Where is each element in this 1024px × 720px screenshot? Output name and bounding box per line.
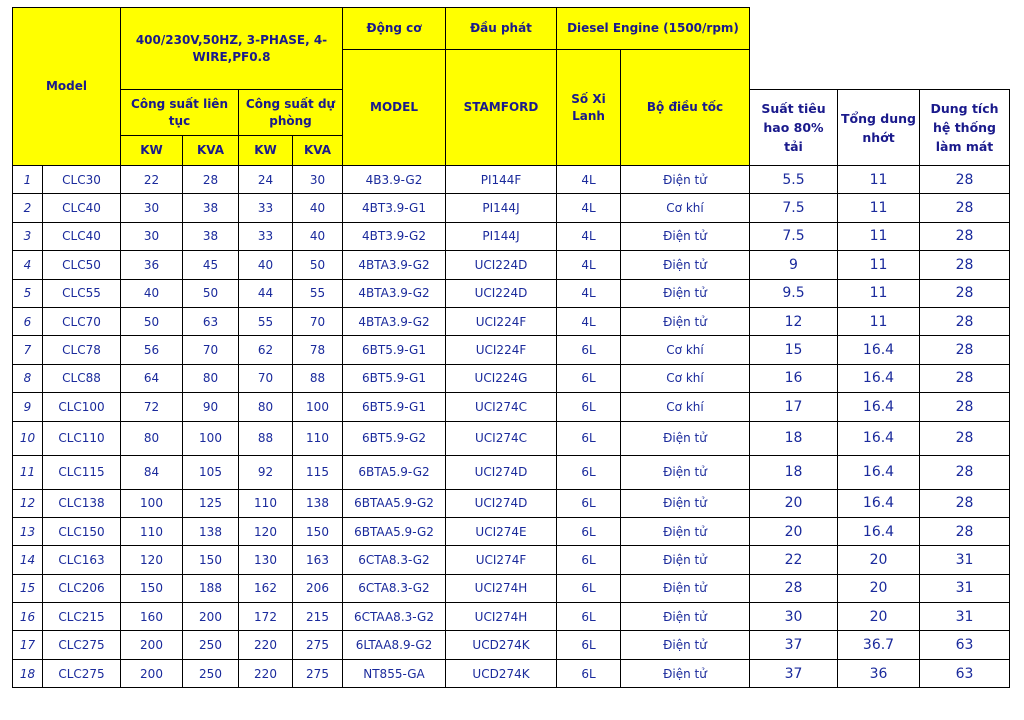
row-number-cell: 1: [13, 166, 43, 194]
governor-cell: Điện tử: [621, 517, 750, 545]
model-cell: CLC88: [43, 364, 121, 392]
model-cell: CLC110: [43, 421, 121, 455]
engine-model-cell: 6BT5.9-G2: [343, 421, 446, 455]
engine-model-cell: 6BT5.9-G1: [343, 364, 446, 392]
governor-cell: Điện tử: [621, 307, 750, 335]
governor-cell: Điện tử: [621, 421, 750, 455]
cylinders-cell: 6L: [557, 631, 621, 659]
standby-kva-cell: 275: [293, 631, 343, 659]
standby-kva-cell: 115: [293, 455, 343, 489]
table-row: [13, 603, 1010, 631]
row-number-cell: 5: [13, 279, 43, 307]
fuel-consumption-cell: 5.5: [750, 166, 838, 194]
model-cell: CLC275: [43, 659, 121, 687]
engine-model-cell: 6CTA8.3-G2: [343, 574, 446, 602]
cylinders-cell: 4L: [557, 251, 621, 279]
engine-model-cell: 6BT5.9-G1: [343, 393, 446, 421]
prime-kw-cell: 160: [121, 603, 183, 631]
governor-cell: Cơ khí: [621, 393, 750, 421]
table-row: [13, 251, 1010, 279]
standby-kva-cell: 88: [293, 364, 343, 392]
prime-kva-cell: 105: [183, 455, 239, 489]
prime-kw-cell: 84: [121, 455, 183, 489]
prime-kw-cell: 64: [121, 364, 183, 392]
table-row: [13, 279, 1010, 307]
coolant-capacity-cell: 63: [920, 631, 1010, 659]
cylinders-cell: 6L: [557, 574, 621, 602]
standby-kw-cell: 220: [239, 631, 293, 659]
cylinders-header: Số Xi Lanh: [557, 50, 621, 166]
governor-cell: Điện tử: [621, 631, 750, 659]
row-number-cell: 3: [13, 222, 43, 250]
alternator-brand-header: STAMFORD: [446, 50, 557, 166]
oil-capacity-cell: 36.7: [838, 631, 920, 659]
standby-kw-cell: 220: [239, 659, 293, 687]
row-number-cell: 13: [13, 517, 43, 545]
generator-spec-table: [12, 7, 1010, 688]
governor-cell: Điện tử: [621, 574, 750, 602]
standby-kw-cell: 70: [239, 364, 293, 392]
alternator-cell: UCI224D: [446, 251, 557, 279]
governor-cell: Cơ khí: [621, 336, 750, 364]
standby-kw-cell: 88: [239, 421, 293, 455]
row-number-cell: 6: [13, 307, 43, 335]
oil-capacity-cell: 11: [838, 166, 920, 194]
model-cell: CLC40: [43, 194, 121, 222]
coolant-capacity-cell: 28: [920, 279, 1010, 307]
row-number-cell: 8: [13, 364, 43, 392]
fuel-consumption-cell: 20: [750, 517, 838, 545]
standby-kva-cell: 78: [293, 336, 343, 364]
prime-kva-cell: 250: [183, 631, 239, 659]
governor-cell: Điện tử: [621, 251, 750, 279]
cylinders-cell: 4L: [557, 194, 621, 222]
cylinders-cell: 4L: [557, 279, 621, 307]
standby-kw-cell: 120: [239, 517, 293, 545]
oil-capacity-cell: 16.4: [838, 336, 920, 364]
coolant-capacity-cell: 28: [920, 194, 1010, 222]
prime-kw-cell: 200: [121, 631, 183, 659]
alternator-cell: PI144J: [446, 222, 557, 250]
row-number-cell: 9: [13, 393, 43, 421]
model-cell: CLC50: [43, 251, 121, 279]
prime-kw-cell: 50: [121, 307, 183, 335]
table-row: [13, 574, 1010, 602]
governor-cell: Điện tử: [621, 659, 750, 687]
table-row: [13, 194, 1010, 222]
prime-kva-cell: 250: [183, 659, 239, 687]
alternator-cell: UCI274D: [446, 455, 557, 489]
oil-capacity-cell: 16.4: [838, 364, 920, 392]
prime-kva-cell: 200: [183, 603, 239, 631]
fuel-consumption-cell: 15: [750, 336, 838, 364]
oil-capacity-cell: 16.4: [838, 421, 920, 455]
governor-cell: Cơ khí: [621, 194, 750, 222]
fuel-consumption-cell: 16: [750, 364, 838, 392]
cylinders-cell: 6L: [557, 517, 621, 545]
standby-kw-cell: 24: [239, 166, 293, 194]
prime-kva-cell: 188: [183, 574, 239, 602]
cylinders-cell: 4L: [557, 222, 621, 250]
standby-power-header: Công suất dự phòng: [239, 90, 343, 136]
fuel-consumption-cell: 7.5: [750, 222, 838, 250]
oil-capacity-cell: 16.4: [838, 489, 920, 517]
governor-cell: Điện tử: [621, 455, 750, 489]
coolant-capacity-cell: 63: [920, 659, 1010, 687]
model-cell: CLC55: [43, 279, 121, 307]
cylinders-cell: 6L: [557, 421, 621, 455]
prime-kva-cell: 138: [183, 517, 239, 545]
governor-cell: Điện tử: [621, 222, 750, 250]
table-row: [13, 336, 1010, 364]
model-cell: CLC150: [43, 517, 121, 545]
oil-capacity-cell: 16.4: [838, 455, 920, 489]
coolant-capacity-cell: 31: [920, 603, 1010, 631]
table-row: [13, 364, 1010, 392]
model-header: Model: [13, 8, 121, 166]
prime-kw-cell: 80: [121, 421, 183, 455]
prime-kva-cell: 70: [183, 336, 239, 364]
coolant-capacity-cell: 28: [920, 307, 1010, 335]
standby-kw-cell: 80: [239, 393, 293, 421]
standby-kva-cell: 215: [293, 603, 343, 631]
prime-kw-cell: 110: [121, 517, 183, 545]
cylinders-cell: 6L: [557, 364, 621, 392]
oil-capacity-cell: 11: [838, 222, 920, 250]
oil-capacity-cell: 16.4: [838, 393, 920, 421]
row-number-cell: 17: [13, 631, 43, 659]
alternator-cell: UCI224F: [446, 307, 557, 335]
prime-kva-cell: 38: [183, 222, 239, 250]
prime-kw-cell: 200: [121, 659, 183, 687]
coolant-capacity-cell: 28: [920, 489, 1010, 517]
coolant-capacity-cell: 28: [920, 517, 1010, 545]
standby-kw-cell: 33: [239, 222, 293, 250]
fuel-consumption-cell: 9.5: [750, 279, 838, 307]
table-row: [13, 659, 1010, 687]
row-number-cell: 18: [13, 659, 43, 687]
cylinders-cell: 4L: [557, 166, 621, 194]
table-row: [13, 489, 1010, 517]
model-cell: CLC70: [43, 307, 121, 335]
prime-kw-cell: 40: [121, 279, 183, 307]
prime-kw-cell: 36: [121, 251, 183, 279]
continuous-power-header: Công suất liên tục: [121, 90, 239, 136]
model-cell: CLC163: [43, 546, 121, 574]
governor-cell: Điện tử: [621, 166, 750, 194]
oil-capacity-cell: 20: [838, 603, 920, 631]
prime-kva-cell: 38: [183, 194, 239, 222]
prime-kva-cell: 28: [183, 166, 239, 194]
oil-capacity-cell: 36: [838, 659, 920, 687]
coolant-capacity-cell: 28: [920, 393, 1010, 421]
engine-model-cell: 4BTA3.9-G2: [343, 307, 446, 335]
alternator-cell: UCI224F: [446, 336, 557, 364]
alternator-cell: UCI274D: [446, 489, 557, 517]
alternator-header: Đầu phát: [446, 8, 557, 50]
row-number-cell: 15: [13, 574, 43, 602]
fuel-consumption-cell: 20: [750, 489, 838, 517]
alternator-cell: UCI274H: [446, 574, 557, 602]
oil-capacity-cell: 16.4: [838, 517, 920, 545]
coolant-capacity-cell: 28: [920, 166, 1010, 194]
alternator-cell: UCI224D: [446, 279, 557, 307]
standby-kva-cell: 50: [293, 251, 343, 279]
row-number-cell: 10: [13, 421, 43, 455]
standby-kw-header: KW: [239, 136, 293, 166]
prime-kva-cell: 125: [183, 489, 239, 517]
row-number-cell: 7: [13, 336, 43, 364]
standby-kva-cell: 30: [293, 166, 343, 194]
alternator-cell: PI144F: [446, 166, 557, 194]
prime-kw-cell: 22: [121, 166, 183, 194]
prime-kva-cell: 63: [183, 307, 239, 335]
oil-capacity-cell: 11: [838, 307, 920, 335]
power-group-header: 400/230V,50HZ, 3-PHASE, 4-WIRE,PF0.8: [121, 8, 343, 90]
alternator-cell: PI144J: [446, 194, 557, 222]
coolant-capacity-cell: 28: [920, 336, 1010, 364]
engine-model-cell: 6BTA5.9-G2: [343, 455, 446, 489]
prime-kva-cell: 45: [183, 251, 239, 279]
row-number-cell: 11: [13, 455, 43, 489]
model-cell: CLC100: [43, 393, 121, 421]
standby-kva-cell: 110: [293, 421, 343, 455]
oil-capacity-cell: 20: [838, 546, 920, 574]
oil-capacity-cell: 20: [838, 574, 920, 602]
coolant-capacity-cell: 28: [920, 421, 1010, 455]
cylinders-cell: 6L: [557, 659, 621, 687]
standby-kva-cell: 100: [293, 393, 343, 421]
prime-kw-cell: 56: [121, 336, 183, 364]
prime-kva-cell: 90: [183, 393, 239, 421]
engine-model-cell: 6BT5.9-G1: [343, 336, 446, 364]
standby-kw-cell: 92: [239, 455, 293, 489]
cylinders-cell: 4L: [557, 307, 621, 335]
table-row: [13, 393, 1010, 421]
cylinders-cell: 6L: [557, 455, 621, 489]
coolant-capacity-cell: 28: [920, 364, 1010, 392]
oil-capacity-cell: 11: [838, 251, 920, 279]
standby-kw-cell: 62: [239, 336, 293, 364]
model-cell: CLC275: [43, 631, 121, 659]
engine-model-cell: 4BT3.9-G1: [343, 194, 446, 222]
coolant-capacity-cell: 28: [920, 251, 1010, 279]
cylinders-cell: 6L: [557, 393, 621, 421]
fuel-consumption-cell: 22: [750, 546, 838, 574]
prime-kva-cell: 80: [183, 364, 239, 392]
table-row: [13, 307, 1010, 335]
governor-cell: Điện tử: [621, 603, 750, 631]
fuel-consumption-cell: 28: [750, 574, 838, 602]
table-row: [13, 222, 1010, 250]
table-row: [13, 546, 1010, 574]
model-cell: CLC30: [43, 166, 121, 194]
table-body: [13, 166, 1010, 688]
engine-model-cell: 4BTA3.9-G2: [343, 279, 446, 307]
coolant-capacity-cell: 28: [920, 222, 1010, 250]
engine-model-cell: 6CTA8.3-G2: [343, 546, 446, 574]
standby-kva-cell: 138: [293, 489, 343, 517]
model-cell: CLC206: [43, 574, 121, 602]
standby-kw-cell: 44: [239, 279, 293, 307]
row-number-cell: 2: [13, 194, 43, 222]
engine-model-cell: 4BTA3.9-G2: [343, 251, 446, 279]
alternator-cell: UCD274K: [446, 631, 557, 659]
engine-model-cell: NT855-GA: [343, 659, 446, 687]
standby-kva-cell: 40: [293, 194, 343, 222]
standby-kva-header: KVA: [293, 136, 343, 166]
governor-cell: Điện tử: [621, 489, 750, 517]
model-cell: CLC215: [43, 603, 121, 631]
table-row: [13, 517, 1010, 545]
table-row: [13, 421, 1010, 455]
standby-kw-cell: 110: [239, 489, 293, 517]
governor-header: Bộ điều tốc: [621, 50, 750, 166]
prime-kw-cell: 30: [121, 222, 183, 250]
prime-kva-cell: 100: [183, 421, 239, 455]
cylinders-cell: 6L: [557, 489, 621, 517]
engine-model-cell: 4BT3.9-G2: [343, 222, 446, 250]
prime-kw-cell: 30: [121, 194, 183, 222]
continuous-kva-header: KVA: [183, 136, 239, 166]
prime-kw-cell: 120: [121, 546, 183, 574]
coolant-capacity-cell: 28: [920, 455, 1010, 489]
engine-model-cell: 6LTAA8.9-G2: [343, 631, 446, 659]
fuel-consumption-cell: 12: [750, 307, 838, 335]
prime-kw-cell: 72: [121, 393, 183, 421]
table-row: [13, 631, 1010, 659]
alternator-cell: UCI274C: [446, 393, 557, 421]
table-row: [13, 166, 1010, 194]
standby-kw-cell: 40: [239, 251, 293, 279]
standby-kw-cell: 55: [239, 307, 293, 335]
standby-kva-cell: 70: [293, 307, 343, 335]
alternator-cell: UCI274F: [446, 546, 557, 574]
governor-cell: Điện tử: [621, 546, 750, 574]
fuel-consumption-cell: 30: [750, 603, 838, 631]
engine-model-cell: 4B3.9-G2: [343, 166, 446, 194]
model-cell: CLC138: [43, 489, 121, 517]
engine-model-cell: 6BTAA5.9-G2: [343, 517, 446, 545]
fuel-consumption-cell: 37: [750, 631, 838, 659]
prime-kw-cell: 150: [121, 574, 183, 602]
row-number-cell: 12: [13, 489, 43, 517]
cylinders-cell: 6L: [557, 336, 621, 364]
row-number-cell: 16: [13, 603, 43, 631]
fuel-consumption-cell: 17: [750, 393, 838, 421]
model-cell: CLC78: [43, 336, 121, 364]
fuel-consumption-cell: 18: [750, 455, 838, 489]
standby-kva-cell: 163: [293, 546, 343, 574]
standby-kw-cell: 162: [239, 574, 293, 602]
cylinders-cell: 6L: [557, 546, 621, 574]
coolant-capacity-cell: 31: [920, 574, 1010, 602]
standby-kw-cell: 33: [239, 194, 293, 222]
oil-capacity-cell: 11: [838, 194, 920, 222]
alternator-cell: UCI274H: [446, 603, 557, 631]
coolant-capacity-header: Dung tích hệ thống làm mát: [920, 90, 1010, 166]
standby-kw-cell: 130: [239, 546, 293, 574]
fuel-consumption-cell: 7.5: [750, 194, 838, 222]
continuous-kw-header: KW: [121, 136, 183, 166]
diesel-engine-header: Diesel Engine (1500/rpm): [557, 8, 750, 50]
governor-cell: Điện tử: [621, 279, 750, 307]
cylinders-cell: 6L: [557, 603, 621, 631]
alternator-cell: UCD274K: [446, 659, 557, 687]
standby-kva-cell: 40: [293, 222, 343, 250]
standby-kva-cell: 206: [293, 574, 343, 602]
fuel-consumption-cell: 37: [750, 659, 838, 687]
standby-kva-cell: 150: [293, 517, 343, 545]
fuel-consumption-cell: 9: [750, 251, 838, 279]
coolant-capacity-cell: 31: [920, 546, 1010, 574]
engine-model-cell: 6BTAA5.9-G2: [343, 489, 446, 517]
oil-capacity-header: Tổng dung nhớt: [838, 90, 920, 166]
model-cell: CLC115: [43, 455, 121, 489]
fuel-consumption-cell: 18: [750, 421, 838, 455]
standby-kw-cell: 172: [239, 603, 293, 631]
prime-kw-cell: 100: [121, 489, 183, 517]
prime-kva-cell: 150: [183, 546, 239, 574]
standby-kva-cell: 275: [293, 659, 343, 687]
alternator-cell: UCI274C: [446, 421, 557, 455]
fuel-consumption-header: Suất tiêu hao 80% tải: [750, 90, 838, 166]
row-number-cell: 4: [13, 251, 43, 279]
row-number-cell: 14: [13, 546, 43, 574]
table-row: [13, 455, 1010, 489]
governor-cell: Cơ khí: [621, 364, 750, 392]
engine-header: Động cơ: [343, 8, 446, 50]
oil-capacity-cell: 11: [838, 279, 920, 307]
model-cell: CLC40: [43, 222, 121, 250]
alternator-cell: UCI274E: [446, 517, 557, 545]
standby-kva-cell: 55: [293, 279, 343, 307]
engine-model-header: MODEL: [343, 50, 446, 166]
alternator-cell: UCI224G: [446, 364, 557, 392]
prime-kva-cell: 50: [183, 279, 239, 307]
engine-model-cell: 6CTAA8.3-G2: [343, 603, 446, 631]
